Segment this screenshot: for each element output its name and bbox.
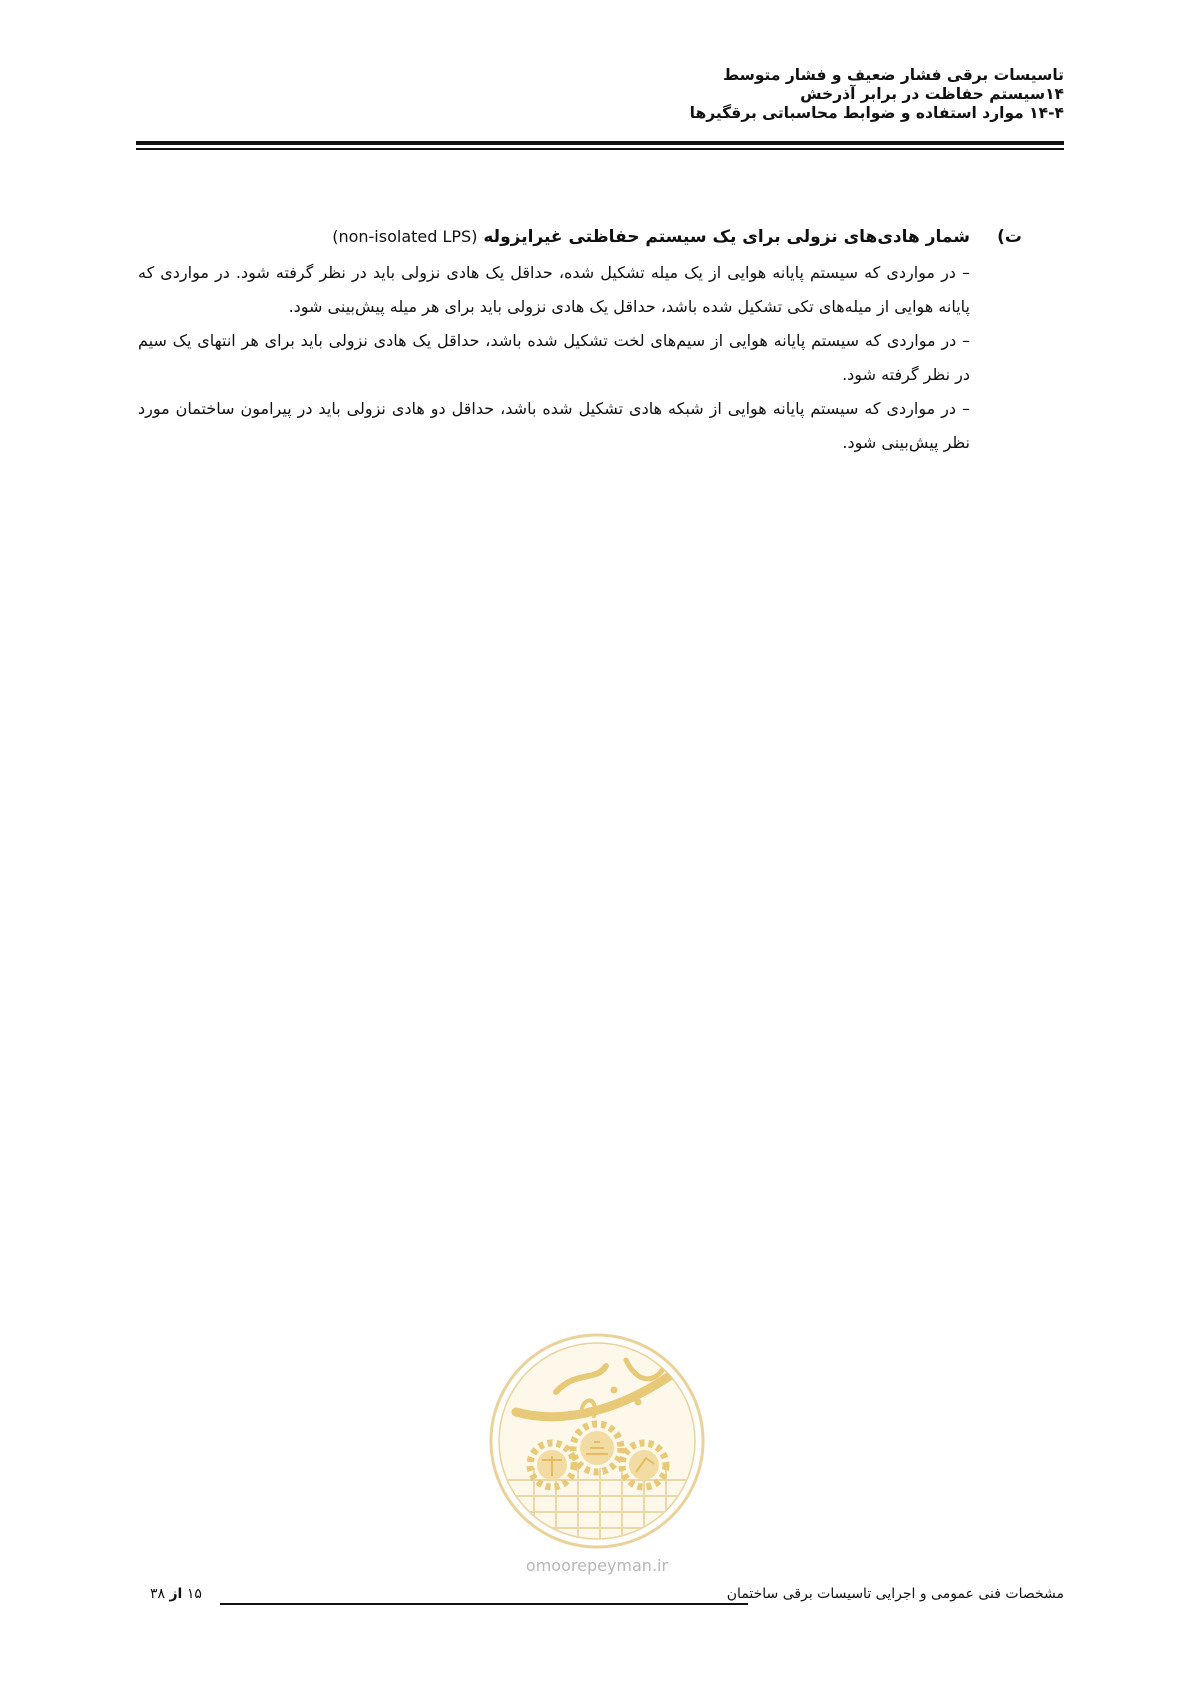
header-line-1: تاسیسات برقی فشار ضعیف و فشار متوسط — [722, 66, 1064, 84]
header-rule-thick — [136, 141, 1064, 145]
section-title: شمار هادی‌های نزولی برای یک سیستم حفاظتی غیرایزوله — [483, 227, 970, 247]
page-footer — [150, 1586, 1064, 1610]
footer-rule — [220, 1603, 748, 1605]
paragraph: – در مواردی که سیستم پایانه هوایی از یک میله تشکیل شده، حداقل یک هادی نزولی باید در نظر گرفته شود. در مواردی که پایانه هوایی از میله‌های تکی تشکیل شده باشد، حداقل یک هادی نزولی باید برای هر میله پیش‌بینی شود. — [138, 263, 970, 316]
page-total: ۳۸ — [150, 1586, 166, 1602]
header-line-2: ۱۴سیستم حفاظت در برابر آذرخش — [800, 85, 1064, 103]
section-marker: ت) — [997, 227, 1022, 247]
watermark-logo-icon — [486, 1330, 708, 1552]
watermark-site: omoorepeyman.ir — [525, 1556, 669, 1575]
paragraph: – در مواردی که سیستم پایانه هوایی از شبکه هادی تشکیل شده باشد، حداقل دو هادی نزولی باید در پیرامون ساختمان مورد نظر پیش‌بینی شود. — [138, 399, 970, 452]
footer-title: مشخصات فنی عمومی و اجرایی تاسیسات برقی ساختمان — [726, 1586, 1064, 1602]
page-current: ۱۵ — [186, 1586, 202, 1602]
section-heading — [138, 222, 1022, 252]
section-content — [138, 222, 1022, 460]
page-header — [126, 66, 1064, 123]
page-separator: از — [169, 1586, 183, 1602]
page-number — [150, 1586, 202, 1602]
paragraph: – در مواردی که سیستم پایانه هوایی از سیم‌های لخت تشکیل شده باشد، حداقل یک هادی نزولی باید برای هر انتهای یک سیم در نظر گرفته شود. — [138, 331, 970, 384]
header-line-3: ۱۴-۴ موارد استفاده و ضوابط محاسباتی برقگیرها — [689, 104, 1064, 122]
section-title-latin: (non-isolated LPS) — [332, 227, 478, 246]
header-rule-thin — [136, 148, 1064, 150]
